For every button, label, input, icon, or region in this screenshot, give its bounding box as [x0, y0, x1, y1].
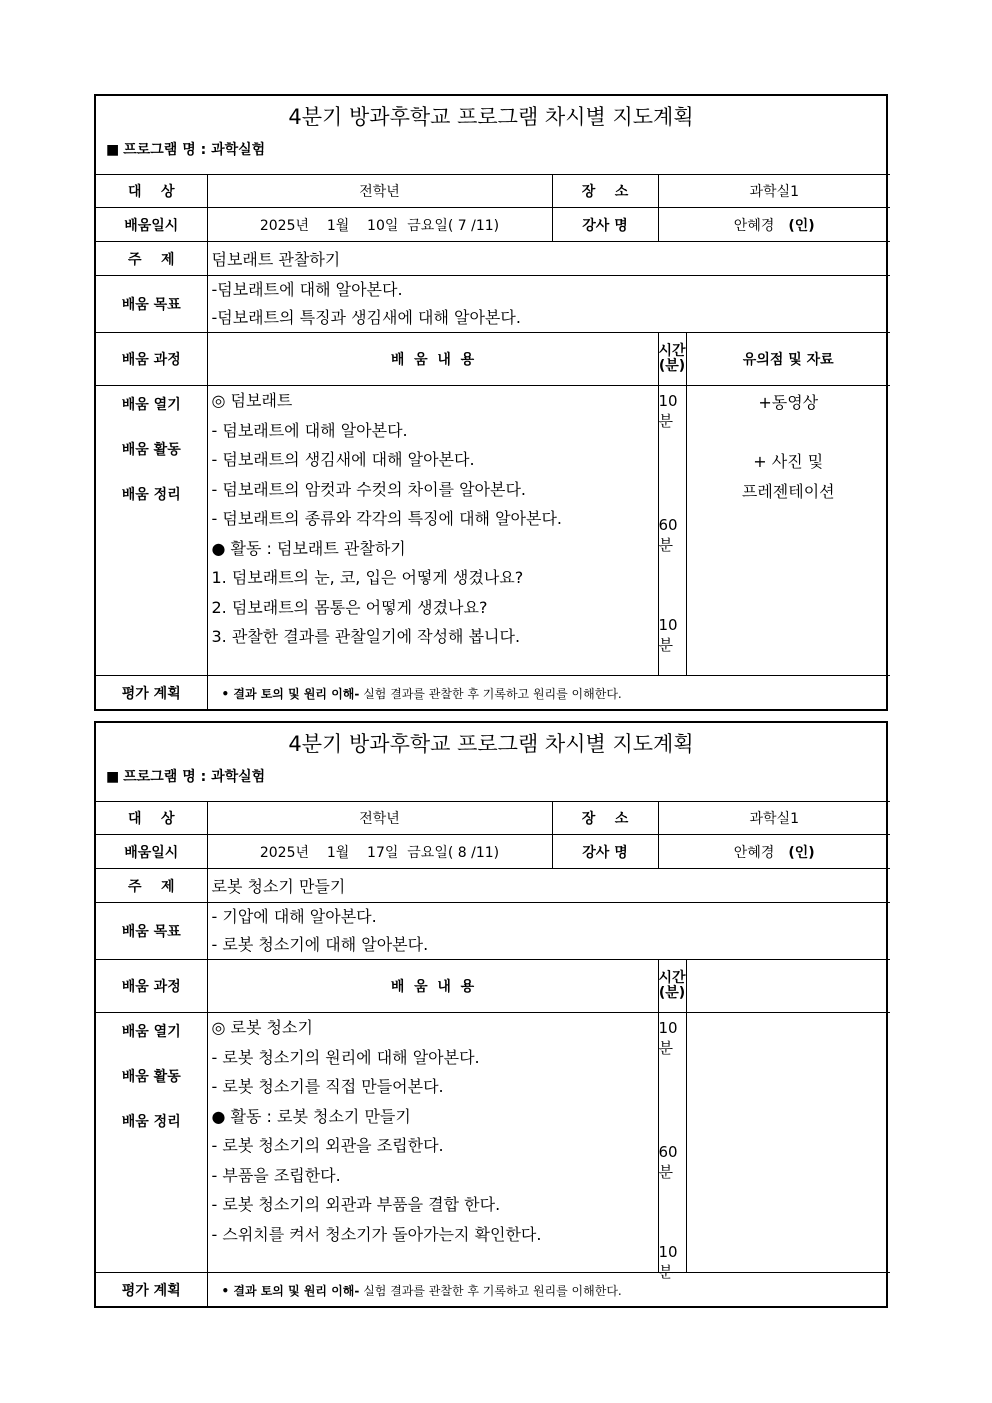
goal-item: -덤보래트의 특징과 생김새에 대해 알아본다.: [211, 308, 521, 327]
goal-list: [207, 903, 890, 960]
note-line: + 사진 및: [753, 452, 824, 471]
teacher-label: 강사 명: [552, 208, 658, 242]
eval-label: 평가 계획: [96, 676, 207, 711]
content-line: - 로봇 청소기의 외관을 조립한다.: [211, 1136, 444, 1155]
content-line: - 로봇 청소기의 원리에 대해 알아본다.: [211, 1047, 480, 1067]
process-label: 배움 과정: [96, 960, 207, 1013]
time-header: 시간 (분): [658, 960, 686, 1013]
eval-label: 평가 계획: [96, 1273, 207, 1308]
notes-header: [686, 960, 890, 1013]
content-line: - 부품을 조립한다.: [211, 1165, 341, 1185]
seal-mark: (인): [788, 217, 815, 234]
time-list: [658, 386, 686, 676]
program-name: ■ 프로그램 명 : 과학실험: [106, 769, 266, 785]
teacher-value: 안혜경: [733, 844, 775, 861]
square-bullet-icon: ■: [106, 769, 120, 785]
time-open: 10분: [658, 1019, 678, 1057]
lesson-plan-1: [94, 94, 888, 711]
goal-item: - 기압에 대해 알아본다.: [211, 907, 377, 926]
program-name: ■ 프로그램 명 : 과학실험: [106, 142, 266, 158]
place-label: 장 소: [552, 802, 658, 835]
content-header: 배 움 내 용: [207, 960, 658, 1013]
plan-title: 4분기 방과후학교 프로그램 차시별 지도계획: [288, 105, 694, 129]
notes-header: 유의점 및 자료: [686, 333, 890, 386]
notes-list: [686, 1013, 890, 1273]
goal-item: -덤보래트에 대해 알아본다.: [211, 280, 403, 299]
target-value: 전학년: [207, 802, 552, 835]
topic-label: 주 제: [96, 869, 207, 903]
content-line: - 로봇 청소기를 직접 만들어본다.: [211, 1077, 444, 1096]
goal-label: 배움 목표: [96, 276, 207, 333]
teacher-label: 강사 명: [552, 835, 658, 869]
date-label: 배움일시: [96, 835, 207, 869]
square-bullet-icon: ■: [106, 142, 120, 158]
lesson-content: [207, 1013, 658, 1273]
lesson-content: [207, 386, 658, 676]
date-value: 2025년 1월 10일 금요일( 7 /11): [207, 208, 552, 242]
stage-open: 배움 열기: [121, 397, 181, 413]
topic-value: 로봇 청소기 만들기: [207, 869, 890, 903]
content-line: - 로봇 청소기의 외관과 부품을 결합 한다.: [211, 1195, 501, 1214]
eval-value: • 결과 토의 및 원리 이해- 실험 결과를 관찰한 후 기록하고 원리를 이해한다.: [207, 676, 890, 711]
stage-activity: 배움 활동: [121, 442, 181, 458]
content-line: 3. 관찰한 결과를 관찰일기에 작성해 봅니다.: [211, 627, 521, 646]
date-value: 2025년 1월 17일 금요일( 8 /11): [207, 835, 552, 869]
time-activity: 60분: [658, 1143, 678, 1181]
content-line: - 스위치를 켜서 청소기가 돌아가는지 확인한다.: [211, 1224, 542, 1244]
target-label: 대 상: [96, 802, 207, 835]
topic-value: 덤보래트 관찰하기: [207, 242, 890, 276]
content-line: - 덤보래트의 암컷과 수컷의 차이를 알아본다.: [211, 479, 526, 499]
seal-mark: (인): [788, 844, 815, 861]
plan-title: 4분기 방과후학교 프로그램 차시별 지도계획: [288, 732, 694, 756]
lesson-plan-2: [94, 721, 888, 1308]
teacher-cell: [658, 208, 890, 242]
goal-list: [207, 276, 890, 333]
time-wrapup: 10분: [658, 616, 678, 654]
time-header: 시간 (분): [658, 333, 686, 386]
stage-wrapup: 배움 정리: [121, 487, 181, 503]
content-line: 1. 덤보래트의 눈, 코, 입은 어떻게 생겼나요?: [211, 568, 524, 587]
stage-activity: 배움 활동: [121, 1069, 181, 1085]
teacher-value: 안혜경: [733, 217, 775, 234]
stage-open: 배움 열기: [121, 1024, 181, 1040]
process-label: 배움 과정: [96, 333, 207, 386]
content-line: ◎ 로봇 청소기: [211, 1018, 313, 1037]
time-open: 10분: [658, 392, 678, 430]
note-line: 프레젠테이션: [741, 481, 835, 501]
place-value: 과학실1: [658, 175, 890, 208]
time-list: [658, 1013, 686, 1281]
goal-label: 배움 목표: [96, 903, 207, 960]
content-header: 배 움 내 용: [207, 333, 658, 386]
content-line: ● 활동 : 덤보래트 관찰하기: [211, 538, 406, 558]
content-line: ◎ 덤보래트: [211, 391, 293, 410]
content-line: - 덤보래트의 생김새에 대해 알아본다.: [211, 450, 475, 469]
time-wrapup: 10분: [658, 1243, 678, 1281]
topic-label: 주 제: [96, 242, 207, 276]
notes-list: [686, 386, 890, 676]
goal-item: - 로봇 청소기에 대해 알아본다.: [211, 935, 429, 954]
eval-value: • 결과 토의 및 원리 이해- 실험 결과를 관찰한 후 기록하고 원리를 이해한다.: [207, 1273, 890, 1308]
place-label: 장 소: [552, 175, 658, 208]
content-line: 2. 덤보래트의 몸통은 어떻게 생겼나요?: [211, 597, 488, 617]
date-label: 배움일시: [96, 208, 207, 242]
stage-list: [96, 1013, 207, 1273]
teacher-cell: [658, 835, 890, 869]
target-value: 전학년: [207, 175, 552, 208]
content-line: - 덤보래트의 종류와 각각의 특징에 대해 알아본다.: [211, 509, 562, 528]
time-activity: 60분: [658, 516, 678, 554]
plan-table: [96, 801, 890, 1308]
plan-table: [96, 174, 890, 711]
place-value: 과학실1: [658, 802, 890, 835]
content-line: - 덤보래트에 대해 알아본다.: [211, 420, 408, 440]
content-line: ● 활동 : 로봇 청소기 만들기: [211, 1106, 411, 1126]
note-line: +동영상: [758, 393, 819, 412]
note-line: [687, 418, 891, 448]
target-label: 대 상: [96, 175, 207, 208]
stage-list: [96, 386, 207, 676]
stage-wrapup: 배움 정리: [121, 1114, 181, 1130]
